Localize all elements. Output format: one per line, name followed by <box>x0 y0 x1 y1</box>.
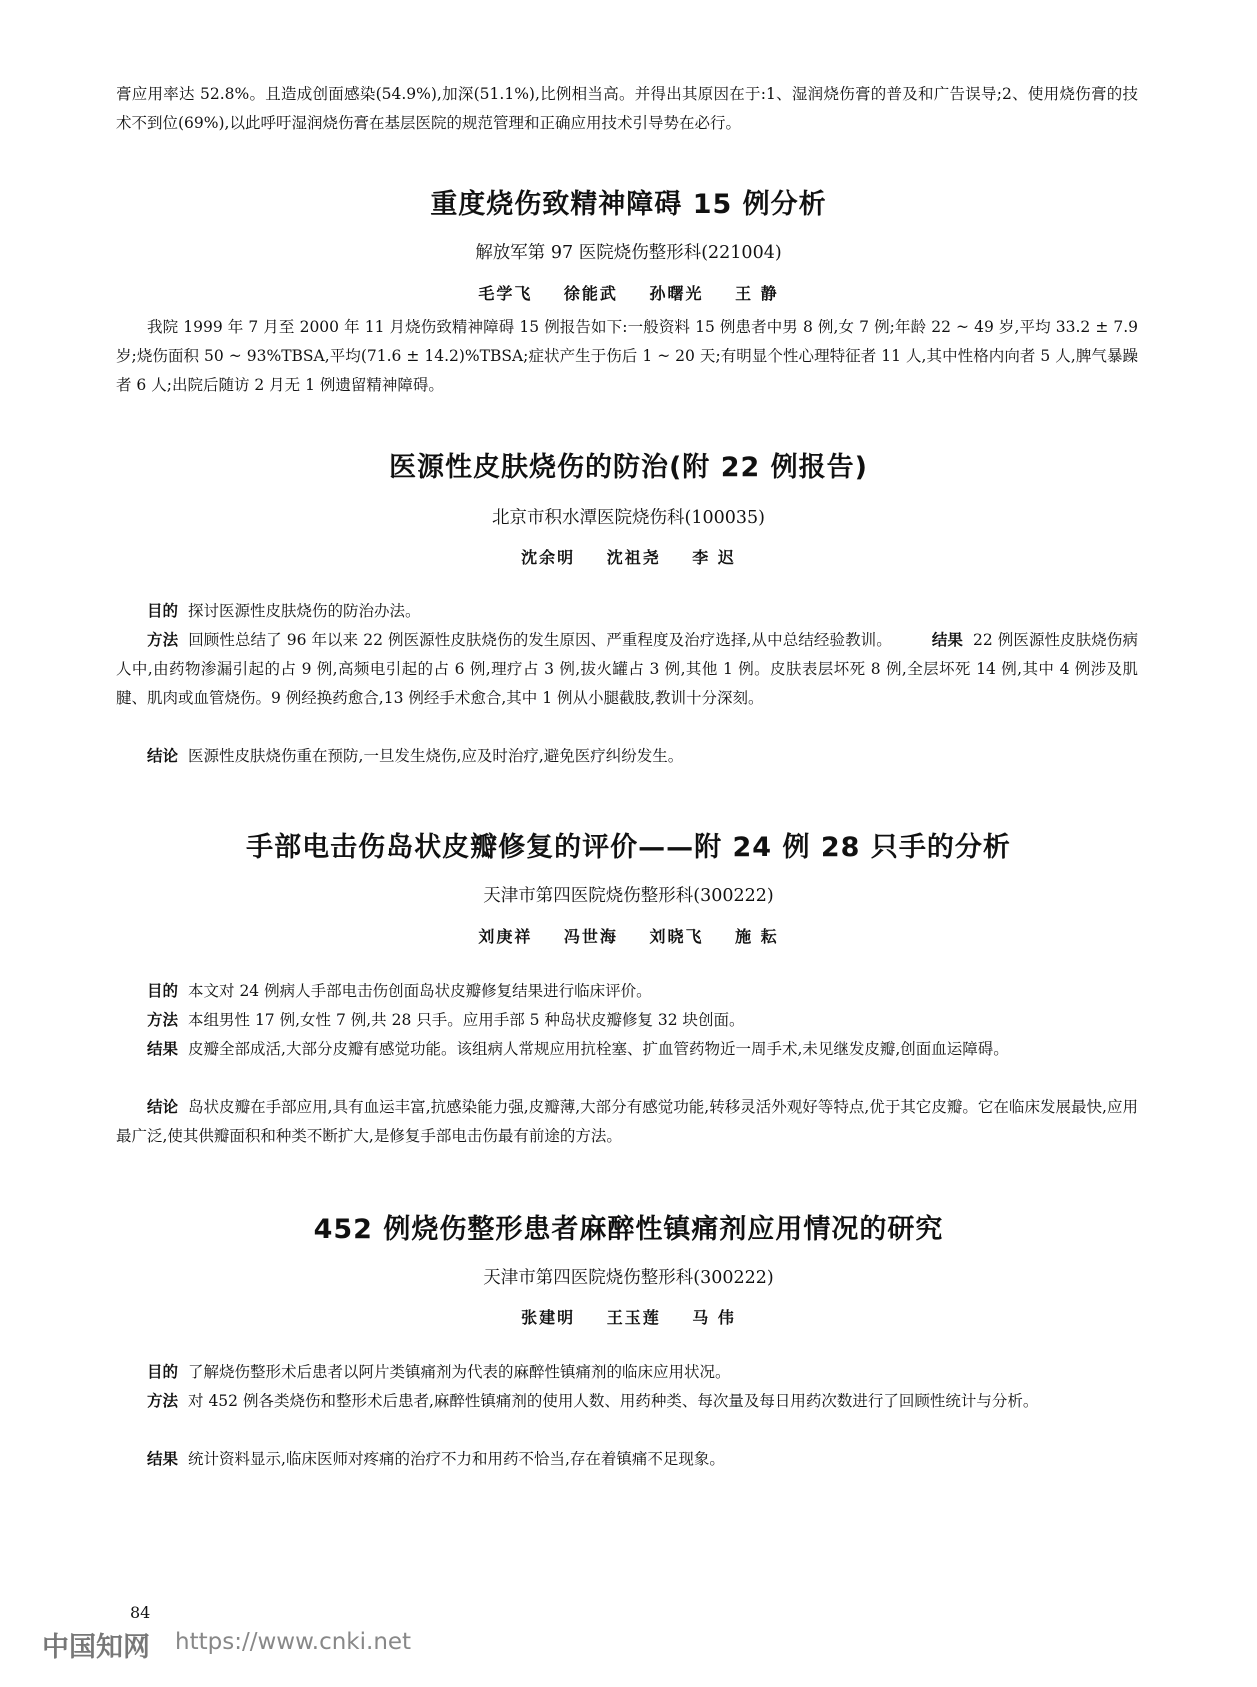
result-label: 结果 <box>147 1040 179 1058</box>
author: 王玉莲 <box>606 1308 661 1327</box>
article3-title: 手部电击伤岛状皮瓣修复的评价——附 24 例 28 只手的分析 <box>246 832 1011 863</box>
article3-objective <box>116 977 1138 1006</box>
objective-text: 本文对 24 例病人手部电击伤创面岛状皮瓣修复结果进行临床评价。 <box>188 982 652 1000</box>
author: 冯世海 <box>563 927 618 946</box>
result-text: 22 例医源性皮肤烧伤病人中,由药物渗漏引起的占 9 例,高频电引起的占 6 例,理疗占 3 例,拔火罐占 3 例,其他 1 例。皮肤表层坏死 8 例,全层坏死 14 例,其中 4 例涉及肌腱、肌肉或血管烧伤。9 例经换药愈合,13 例经手术愈合,其中 1 例从小腿截肢,教训十分深刻。 <box>116 631 1138 707</box>
article3-method <box>116 1006 1138 1035</box>
method-text: 回顾性总结了 96 年以来 22 例医源性皮肤烧伤的发生原因、严重程度及治疗选择,从中总结经验教训。 <box>188 631 892 649</box>
author: 刘晓飞 <box>649 927 704 946</box>
result-label: 结果 <box>931 631 964 649</box>
article1-body: 我院 1999 年 7 月至 2000 年 11 月烧伤致精神障碍 15 例报告如下:一般资料 15 例患者中男 8 例,女 7 例;年龄 22 ~ 49 岁,平均 33.2 ± 7.9 岁;烧伤面积 50 ~ 93%TBSA,平均(71.6 ± 14.2)%TBSA;症状产生于伤后 1 ~ 20 天;有明显个性心理特征者 11 人,其中性格内向者 5 人,脾气暴躁者 6 人;出院后随访 2 月无 1 例遗留精神障碍。 <box>116 318 1138 394</box>
intro-paragraph: 膏应用率达 52.8%。且造成创面感染(54.9%),加深(51.1%),比例相当高。并得出其原因在于:1、湿润烧伤膏的普及和广告误导;2、使用烧伤膏的技术不到位(69%),以此呼吁湿润烧伤膏在基层医院的规范管理和正确应用技术引导势在必行。 <box>116 85 1138 132</box>
method-label: 方法 <box>147 631 179 649</box>
article4-result <box>116 1445 1138 1474</box>
article1-title: 重度烧伤致精神障碍 15 例分析 <box>430 189 827 220</box>
conclusion-text: 岛状皮瓣在手部应用,具有血运丰富,抗感染能力强,皮瓣薄,大部分有感觉功能,转移灵活外观好等特点,优于其它皮瓣。它在临床发展最快,应用最广泛,使其供瓣面积和种类不断扩大,是修复手部电击伤最有前途的方法。 <box>116 1098 1138 1145</box>
objective-label: 目的 <box>147 1363 179 1381</box>
objective-label: 目的 <box>147 602 179 620</box>
article3-conclusion <box>116 1093 1138 1151</box>
method-text: 对 452 例各类烧伤和整形术后患者,麻醉性镇痛剂的使用人数、用药种类、每次量及每日用药次数进行了回顾性统计与分析。 <box>188 1392 1039 1410</box>
result-text: 皮瓣全部成活,大部分皮瓣有感觉功能。该组病人常规应用抗栓塞、扩血管药物近一周手术,未见继发皮瓣,创面血运障碍。 <box>188 1040 1009 1058</box>
author: 沈余明 <box>521 548 576 567</box>
author: 李 迟 <box>692 548 736 567</box>
page-number: 84 <box>130 1603 151 1622</box>
article3-result <box>116 1035 1138 1064</box>
conclusion-text: 医源性皮肤烧伤重在预防,一旦发生烧伤,应及时治疗,避免医疗纠纷发生。 <box>188 747 684 765</box>
article2-method-result <box>116 626 1138 713</box>
article4-title: 452 例烧伤整形患者麻醉性镇痛剂应用情况的研究 <box>313 1214 944 1245</box>
author: 沈祖尧 <box>606 548 661 567</box>
conclusion-label: 结论 <box>147 1098 179 1116</box>
article4-authors <box>0 1306 1257 1330</box>
method-label: 方法 <box>147 1392 179 1410</box>
author: 王 静 <box>735 284 779 303</box>
article2-title: 医源性皮肤烧伤的防治(附 22 例报告) <box>388 452 869 483</box>
author: 马 伟 <box>692 1308 736 1327</box>
article2-authors <box>0 546 1257 570</box>
article4-affiliation: 天津市第四医院烧伤整形科(300222) <box>483 1268 774 1288</box>
author: 刘庚祥 <box>478 927 533 946</box>
objective-text: 探讨医源性皮肤烧伤的防治办法。 <box>188 602 421 620</box>
conclusion-label: 结论 <box>147 747 179 765</box>
article4-objective <box>116 1358 1138 1387</box>
author: 施 耘 <box>735 927 779 946</box>
article3-affiliation: 天津市第四医院烧伤整形科(300222) <box>483 886 774 906</box>
article1-authors <box>0 282 1257 306</box>
objective-text: 了解烧伤整形术后患者以阿片类镇痛剂为代表的麻醉性镇痛剂的临床应用状况。 <box>188 1363 731 1381</box>
article2-objective <box>116 597 1138 626</box>
author: 毛学飞 <box>478 284 533 303</box>
result-text: 统计资料显示,临床医师对疼痛的治疗不力和用药不恰当,存在着镇痛不足现象。 <box>188 1450 725 1468</box>
article4-method <box>116 1387 1138 1416</box>
cnki-url[interactable]: https://www.cnki.net <box>175 1629 412 1655</box>
article3-authors <box>0 925 1257 949</box>
cnki-logo: 中国知网 <box>42 1632 150 1663</box>
objective-label: 目的 <box>147 982 179 1000</box>
article2-affiliation: 北京市积水潭医院烧伤科(100035) <box>492 508 765 528</box>
article1-affiliation: 解放军第 97 医院烧伤整形科(221004) <box>475 243 782 263</box>
article2-conclusion <box>116 742 1138 771</box>
method-text: 本组男性 17 例,女性 7 例,共 28 只手。应用手部 5 种岛状皮瓣修复 32 块创面。 <box>188 1011 745 1029</box>
method-label: 方法 <box>147 1011 179 1029</box>
author: 孙曙光 <box>649 284 704 303</box>
result-label: 结果 <box>147 1450 179 1468</box>
author: 张建明 <box>521 1308 576 1327</box>
author: 徐能武 <box>563 284 618 303</box>
